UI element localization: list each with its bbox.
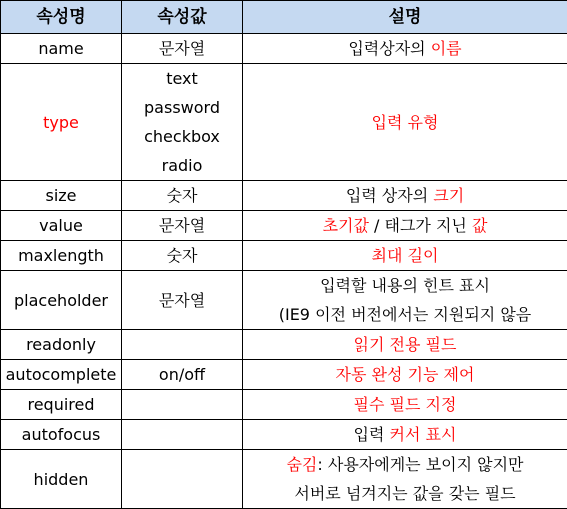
header-row [1, 1, 567, 34]
description-cell [243, 34, 567, 64]
description-text: 입력 상자의 [346, 186, 433, 205]
attr-value-cell [122, 330, 243, 360]
attr-value-option: text [124, 64, 240, 93]
table-row [1, 181, 567, 211]
table-row [1, 390, 567, 420]
table-row [1, 420, 567, 450]
attr-name-cell: readonly [1, 330, 122, 360]
description-text: 서버로 넘겨지는 값을 갖는 필드 [245, 479, 565, 508]
attr-value-option: password [124, 93, 240, 122]
table-row [1, 271, 567, 330]
description-highlight: 자동 완성 기능 제어 [336, 365, 475, 384]
attr-value-cell [122, 64, 243, 181]
attr-name-cell: maxlength [1, 241, 122, 271]
description-highlight: 필수 필드 지정 [354, 395, 457, 414]
description-cell [243, 420, 567, 450]
attr-value-cell: 숫자 [122, 181, 243, 211]
description-cell [243, 390, 567, 420]
attr-name-cell: hidden [1, 450, 122, 509]
table-row [1, 34, 567, 64]
description-cell [243, 450, 567, 509]
attr-name-cell: value [1, 211, 122, 241]
description-cell [243, 271, 567, 330]
attr-name-cell: type [1, 64, 122, 181]
description-cell [243, 241, 567, 271]
attr-name-cell: autofocus [1, 420, 122, 450]
attr-value-cell: 숫자 [122, 241, 243, 271]
description-text: 입력 [354, 425, 390, 444]
attr-value-cell [122, 450, 243, 509]
description-text: 입력상자의 [348, 39, 430, 58]
description-highlight: 크기 [433, 186, 464, 205]
attr-name-cell: size [1, 181, 122, 211]
description-cell [243, 330, 567, 360]
description-text: (IE9 이전 버전에서는 지원되지 않음 [245, 300, 565, 329]
description-highlight: 커서 표시 [390, 425, 457, 444]
description-line [245, 450, 565, 479]
attr-value-cell [122, 390, 243, 420]
attr-value-cell: 문자열 [122, 34, 243, 64]
description-highlight: 읽기 전용 필드 [354, 335, 457, 354]
table-row [1, 330, 567, 360]
table-row [1, 450, 567, 509]
table-row [1, 64, 567, 181]
description-highlight: 입력 유형 [372, 113, 439, 132]
attr-name-cell: name [1, 34, 122, 64]
description-highlight: 이름 [431, 39, 462, 58]
table-row [1, 211, 567, 241]
description-highlight: 최대 길이 [372, 246, 439, 265]
description-cell [243, 64, 567, 181]
attr-value-cell: 문자열 [122, 271, 243, 330]
header-attr-value: 속성값 [122, 1, 243, 34]
attr-name-cell: autocomplete [1, 360, 122, 390]
description-text: 입력할 내용의 힌트 표시 [245, 271, 565, 300]
description-cell [243, 211, 567, 241]
description-text: / 태그가 지닌 [369, 216, 472, 235]
header-description: 설명 [243, 1, 567, 34]
attr-value-option: checkbox [124, 122, 240, 151]
attr-value-option: radio [124, 151, 240, 180]
attr-name-cell: placeholder [1, 271, 122, 330]
description-highlight: 초기값 [323, 216, 369, 235]
attr-value-cell [122, 420, 243, 450]
attr-name-cell: required [1, 390, 122, 420]
description-highlight: 값 [472, 216, 487, 235]
header-attr-name: 속성명 [1, 1, 122, 34]
attr-value-cell: 문자열 [122, 211, 243, 241]
description-highlight: 숨김 [286, 455, 317, 474]
table-row [1, 360, 567, 390]
table-row [1, 241, 567, 271]
description-cell [243, 360, 567, 390]
attr-value-cell: on/off [122, 360, 243, 390]
description-cell [243, 181, 567, 211]
description-text: : 사용자에게는 보이지 않지만 [317, 455, 523, 474]
